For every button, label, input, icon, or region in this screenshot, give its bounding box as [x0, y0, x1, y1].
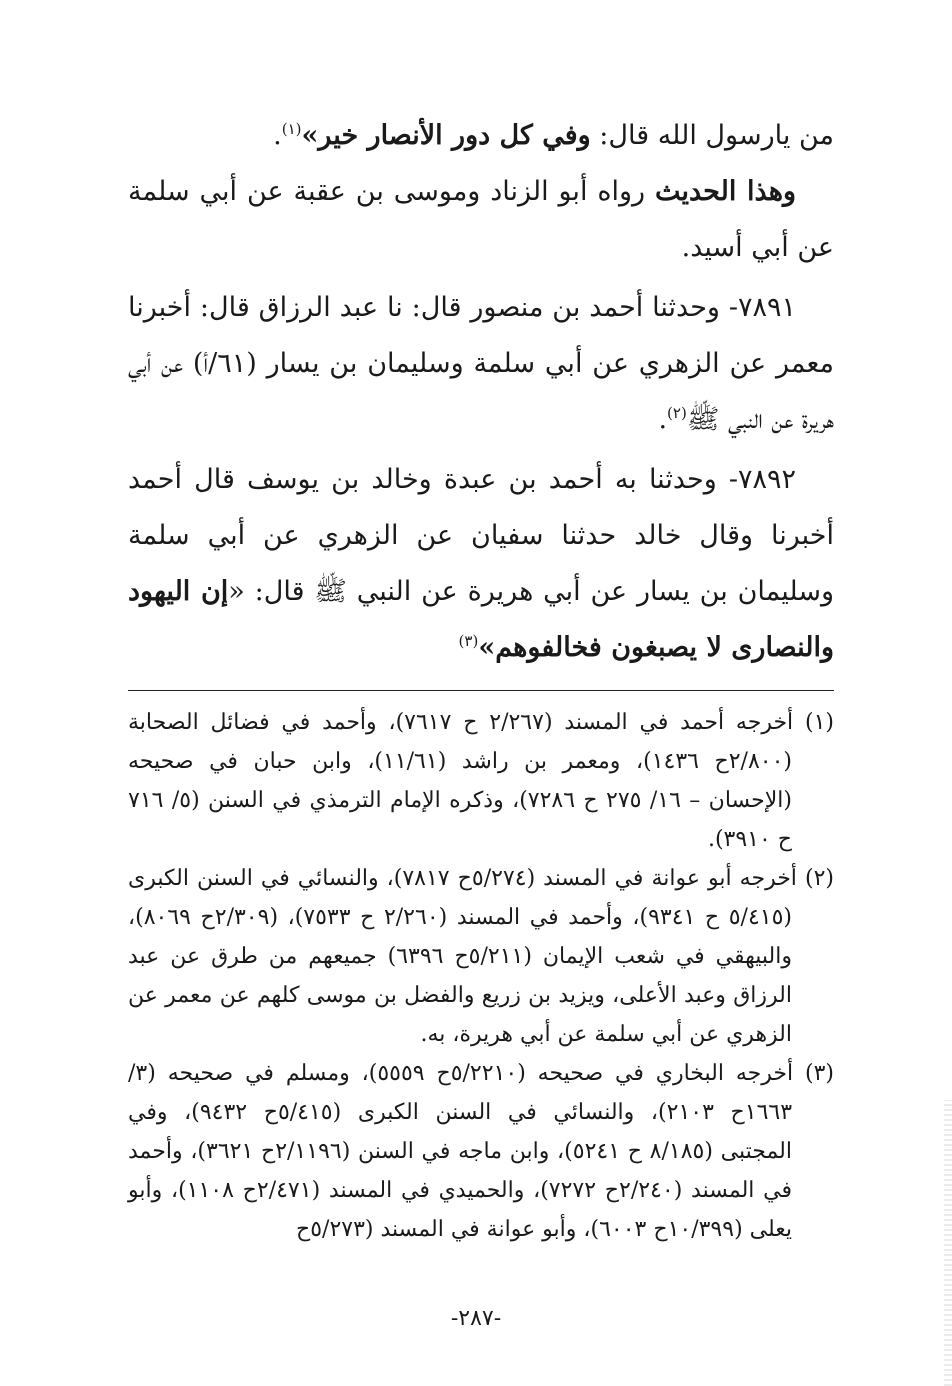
footnote-ref-1: (١) [281, 120, 302, 138]
footnote-1 [128, 703, 834, 859]
paragraph-1-end: . [273, 120, 282, 151]
paragraph-2 [128, 164, 834, 276]
footnote-2-marker: (٢) [804, 866, 834, 891]
paragraph-4-text: ٧٨٩٢- وحدثنا به أحمد بن عبدة وخالد بن يوسف قال أحمد أخبرنا وقال خالد حدثنا سفيان عن الزهري عن أبي سلمة وسليمان بن يسار عن أبي هريرة عن النبي ﷺ قال: « [128, 464, 834, 607]
paragraph-3 [128, 280, 834, 448]
paragraph-2-bold-lead: وهذا الحديث [654, 176, 796, 207]
paragraph-1-text: من يارسول الله قال: [590, 120, 834, 151]
footnote-2 [128, 859, 834, 1054]
footnote-ref-3: (٣) [458, 632, 479, 650]
footnote-1-marker: (١) [804, 710, 834, 735]
page [128, 108, 834, 1249]
main-text [128, 108, 834, 676]
paragraph-4 [128, 452, 834, 676]
scan-edge [944, 1100, 952, 1386]
page-number: -٢٨٧- [450, 1306, 502, 1331]
paragraph-1 [128, 108, 834, 164]
paragraph-3-text: ٧٨٩١- وحدثنا أحمد بن منصور قال: نا عبد الرزاق قال: أخبرنا معمر عن الزهري عن أبي سلمة وسليمان بن يسار (٦١/أ) عن أبي هريرة عن النبي ﷺ [128, 292, 834, 435]
paragraph-4-bold-quote: إن اليهود والنصارى لا يصبغون فخالفوهم» [128, 576, 834, 663]
paragraph-3-end: . [658, 404, 668, 435]
paragraph-1-bold-quote: وفي كل دور الأنصار خير» [301, 120, 591, 151]
footnote-2-text: أخرجه أبو عوانة في المسند (٥/٢٧٤ح ٧٨١٧)، والنسائي في السنن الكبرى (٥/٤١٥ ح ٩٣٤١)، وأحمد في المسند (٢/٢٦٠ ح ٧٥٣٣)، (٢/٣٠٩ح ٨٠٦٩)، والبيهقي في شعب الإيمان (٥/٢١١ح ٦٣٩٦) جميعهم من طرق عن عبد الرزاق وعبد الأعلى، ويزيد بن زريع والفضل بن موسى كلهم عن معمر عن الزهري عن أبي سلمة عن أبي هريرة، به. [128, 866, 797, 1047]
footnote-1-text: أخرجه أحمد في المسند (٢/٢٦٧ ح ٧٦١٧)، وأحمد في فضائل الصحابة (٢/٨٠٠ح ١٤٣٦)، ومعمر بن راشد (١١/٦١)، وابن حبان في صحيحه (الإحسان – ١٦/ ٢٧٥ ح ٧٢٨٦)، وذكره الإمام الترمذي في السنن (٥/ ٧١٦ ح ٣٩١٠). [128, 710, 794, 852]
paragraph-2-text: رواه أبو الزناد وموسى بن عقبة عن أبي سلمة عن أبي أسيد. [128, 176, 834, 263]
footnote-divider [128, 690, 834, 691]
footnotes [128, 703, 834, 1249]
footnote-ref-2: (٢) [667, 404, 687, 422]
footnote-3-marker: (٣) [804, 1061, 834, 1086]
footnote-3-text: أخرجه البخاري في صحيحه (٥/٢٢١٠ح ٥٥٥٩)، ومسلم في صحيحه (٣/ ١٦٦٣ح ٢١٠٣)، والنسائي في السنن الكبرى (٥/٤١٥ح ٩٤٣٢)، وفي المجتبى (٨/١٨٥ ح ٥٢٤١)، وابن ماجه في السنن (٢/١١٩٦ح ٣٦٢١)، وأحمد في المسند (٢/٢٤٠ح ٧٢٧٢)، والحميدي في المسند (٢/٤٧١ح ١١٠٨)، وأبو يعلى (١٠/٣٩٩ح ٦٠٠٣)، وأبو عوانة في المسند (٥/٢٧٣ح [128, 1061, 794, 1242]
footnote-3 [128, 1054, 834, 1249]
